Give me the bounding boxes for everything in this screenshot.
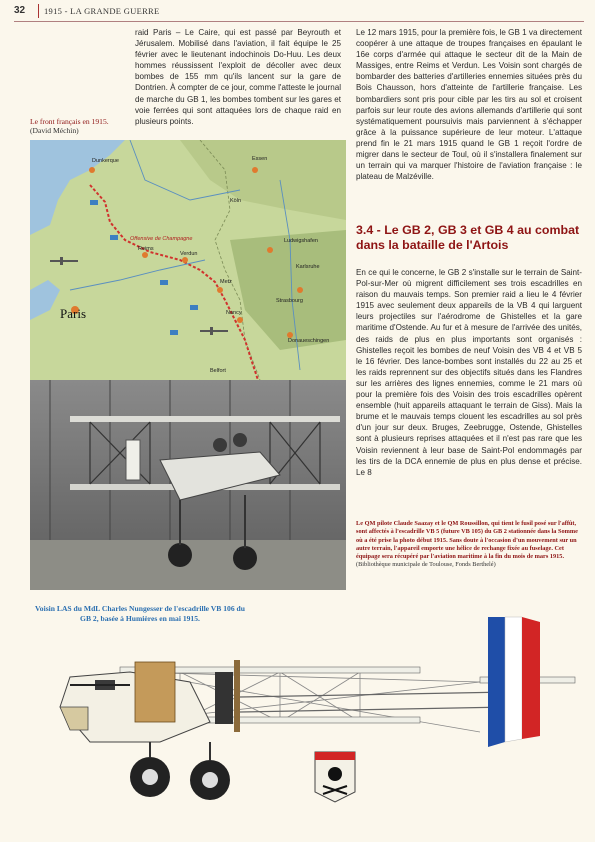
paragraph: raid Paris – Le Caire, qui est passé par Beyrouth et Jérusalem. Mobilisé dans l'aviation, il fait équipe le 25 février avec le lieutenant indochinois Do-Huu. Les deux hommes réussissent l'exploit de décoller avec deux bombes de 155 mm qu'ils lancent sur la gare de Dontrien. À compter de ce jour, comme l'atteste le journal de marche du GB 1, les bombes tombent sur les gares et voie ferrées qui sont attaquées lors de chaque raid en plusieurs points.	[135, 28, 341, 126]
map-caption-source: (David Méchin)	[30, 126, 79, 135]
skull-insignia	[315, 752, 355, 802]
unit-marker	[160, 280, 168, 285]
front-map-graphic	[30, 140, 346, 380]
unit-marker	[170, 330, 178, 335]
photo-caption-source: (Bibliothèque municipale de Toulouse, Fonds Berthelé)	[356, 561, 496, 569]
map-caption-title: Le front français en 1915.	[30, 117, 109, 126]
map-label: Köln	[230, 198, 242, 204]
text-column-1	[135, 27, 341, 127]
text-column-3	[356, 267, 582, 478]
crew-member	[233, 433, 247, 447]
page-number: 32	[14, 5, 26, 16]
historical-photo	[30, 380, 346, 590]
header-separator	[38, 4, 39, 18]
nose-cockpit	[60, 707, 88, 730]
upper-wing	[70, 416, 340, 422]
map-label: Verdun	[180, 251, 198, 257]
map-town-marker	[217, 287, 223, 293]
photo-graphic	[30, 380, 346, 590]
crew-member	[213, 438, 227, 452]
wheel-hub	[142, 769, 158, 785]
paragraph: En ce qui le concerne, le GB 2 s'installe sur le terrain de Saint-Pol-sur-Mer où migrent difficilement ses trois escadrilles en raison du mauvais temps. Son premier raid a lieu le 4 février 1915 avec seulement deux appareils de la VB 4 qui larguent leurs projectiles sur l'aérodrome de Ghistelles et la gare maritime d'Ostende. Au fur et à mesure de l'arrivée des unités, des raids de plus en plus importants sont organisés : Ghistelles reçoit les bombes de neuf Voisin des VB 4 et VB 5 le 16 février. Des lance-bombes sont installés du 22 au 25 et les raids reprennent sur des objectifs situés dans les Flandres sur les arrières des lignes ennemies, comme le 21 mars où pour la première fois des Voisin des trois escadrilles opèrent ensemble (huit appareils attaquant le terrain de Giss). Mais la brume et le mauvais temps clouent les escadrilles au sol près d'un jour sur deux. Bruges, Zeebrugge, Ostende, Ghistelles sont à plusieurs reprises attaquées et il n'est pas rare que les Voisin reviennent à leur base de Saint-Pol endommagés par les tirs de la DCA ennemie de plus en plus dense et précise. Le 8	[356, 268, 582, 477]
map-label: Nancy	[226, 310, 242, 316]
photo-caption	[356, 520, 582, 570]
map-label: Ludwigshafen	[284, 238, 318, 244]
map-label: Strasbourg	[276, 298, 303, 304]
map-label: Donaueschingen	[288, 338, 330, 344]
rudder-tricolor	[488, 617, 540, 747]
map-label-paris: Paris	[60, 306, 86, 321]
map-town-marker	[267, 247, 273, 253]
propeller	[234, 660, 240, 732]
tail-boom	[240, 707, 510, 712]
photo-caption-text: Le QM pilote Claude Saazay et le QM Roussillon, qui tient le fusil posé sur l'affût, sont affectés à l'escadrille VB 5 (future VB 105) du GB 2 stationnée dans la Somme où a été prise la photo début 1915. Sans doute à l'occasion d'un mouvement sur un autre terrain, l'appareil emporte une hélice de rechange fixée au fuselage. Cet équipage sera récupéré par l'aviation maritime à la fin du mois de mars 1915.	[356, 520, 578, 561]
map-town-marker	[297, 287, 303, 293]
map-label: Reims	[138, 246, 154, 252]
unit-marker	[110, 235, 118, 240]
landing-wheel	[168, 543, 192, 567]
map-caption	[30, 117, 109, 135]
brown-panel	[135, 662, 175, 722]
paragraph: Le 12 mars 1915, pour la première fois, le GB 1 va directement coopérer à une attaque de troupes françaises en épaulant le 16e corps d'armée qui attaque le secteur dit de la Main de Massiges, entre Reims et Verdun. Les Voisin sont chargés de bombarder des batteries d'artilleries ennemies situées près du Bois Chausson, hors d'atteinte de l'artillerie française. Les bombardiers sont pris pour cible par les tirs au sol et croisent parfois sur leur route des avions allemands d'artillerie qui sont systématiquement poursuivis mais parviennent à s'échapper grâce à la puissance supérieure de leur moteur. L'attaque prend fin le 21 mars 1915 quand le GB 1 reçoit l'ordre de migrer dans le secteur de Toul, où il s'installera finalement sur un terrain qui va marquer l'histoire de l'aviation française : le plateau de Malzéville.	[356, 28, 582, 182]
map-label: Karlsruhe	[296, 264, 320, 270]
spare-propeller	[126, 440, 140, 480]
front-map	[30, 140, 346, 380]
map-town-marker	[89, 167, 95, 173]
profile-caption: Voisin LAS du MdL Charles Nungesser de l'escadrille VB 106 du GB 2, basée à Humières en mai 1915.	[35, 604, 245, 623]
landing-wheel	[233, 546, 257, 570]
map-label: Offensive de Champagne	[130, 236, 193, 242]
map-label: Metz	[220, 279, 232, 285]
map-town-marker	[142, 252, 148, 258]
wheel-hub	[202, 772, 218, 788]
map-label: Dunkerque	[92, 158, 119, 164]
unit-marker	[90, 200, 98, 205]
running-title: 1915 - LA GRANDE GUERRE	[44, 6, 160, 16]
map-town-marker	[237, 317, 243, 323]
tail-boom	[240, 692, 510, 697]
aircraft-profile-graphic	[40, 612, 585, 837]
engine	[215, 672, 233, 724]
map-town-marker	[252, 167, 258, 173]
text-column-2	[356, 27, 582, 182]
unit-marker	[190, 305, 198, 310]
header-rule	[14, 21, 584, 22]
map-label: Belfort	[210, 368, 226, 374]
map-town-marker	[182, 257, 188, 263]
map-label: Essen	[252, 156, 268, 162]
aircraft-profile	[40, 612, 585, 837]
section-heading: 3.4 - Le GB 2, GB 3 et GB 4 au combat dans la bataille de l'Artois	[356, 223, 580, 252]
